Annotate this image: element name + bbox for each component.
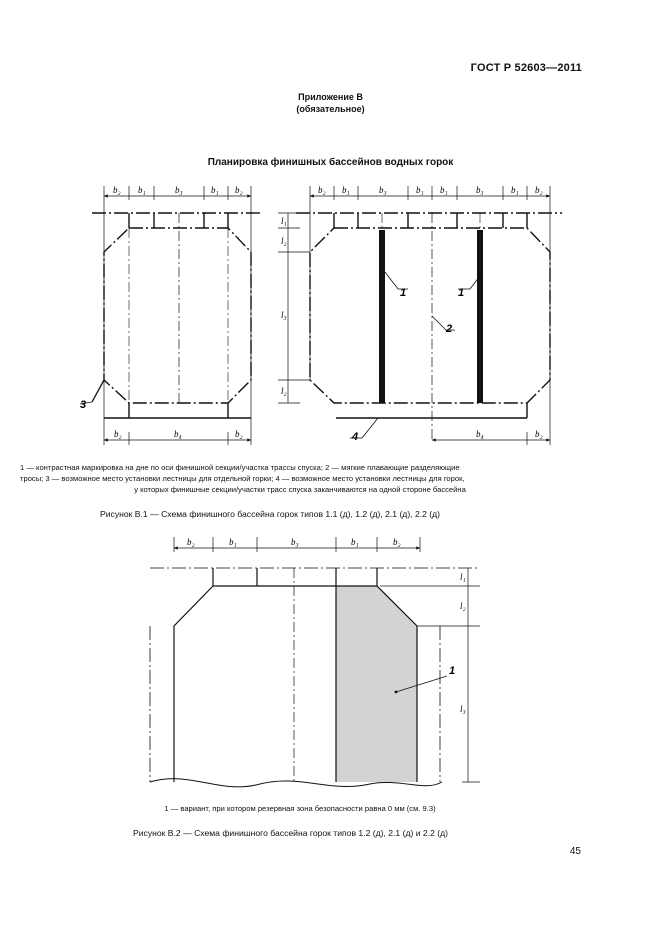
- figure2-legend: 1 — вариант, при котором резервная зона безопасности равна 0 мм (см. 9.3): [164, 804, 436, 813]
- label-b2: b₂: [113, 185, 121, 195]
- label-b2: b₂: [318, 185, 326, 195]
- fig2-labels: [187, 537, 466, 714]
- fig1-right-pool: [278, 186, 562, 445]
- label-l1: l₁: [460, 572, 466, 582]
- figure2-caption: Рисунок В.2 — Схема финишного бассейна горок типов 1.2 (д), 2.1 (д) и 2.2 (д): [133, 828, 448, 838]
- annex-title: Приложение В: [298, 92, 363, 102]
- label-b3: b₃: [379, 185, 387, 195]
- label-b2: b₂: [235, 185, 243, 195]
- callout-1: 1: [458, 287, 465, 299]
- standard-designation: ГОСТ Р 52603—2011: [470, 62, 582, 74]
- legend-line: у которых финишные секции/участки трасс спуска заканчиваются на одной стороне бассейна: [134, 485, 466, 494]
- legend-line: тросы; 3 — возможное место установки лестницы для отдельной горки; 4 — возможное место установки лестницы для горок,: [20, 474, 465, 483]
- label-b1: b₁: [351, 537, 359, 547]
- figure1-legend: [20, 462, 580, 495]
- label-b1: b₁: [440, 185, 448, 195]
- legend-line: 1 — контрастная маркировка на дне по оси финишной секции/участка трассы спуска; 2 — мягкие плавающие разделяющие: [20, 463, 460, 472]
- marking-stripe: [477, 230, 483, 403]
- label-b1: b₁: [138, 185, 146, 195]
- callout-2: 2: [446, 323, 453, 335]
- label-b2: b₂: [114, 429, 122, 439]
- label-l3: l₃: [281, 310, 287, 320]
- label-l2: l₂: [281, 386, 287, 396]
- label-b1: b₁: [229, 537, 237, 547]
- label-b1: b₁: [211, 185, 219, 195]
- label-b2: b₂: [393, 537, 401, 547]
- label-b1: b₁: [416, 185, 424, 195]
- callout-4: 4: [352, 431, 359, 443]
- callout-3: 3: [80, 399, 87, 411]
- callout-1: 1: [400, 287, 407, 299]
- label-b2: b₂: [535, 429, 543, 439]
- label-l2: l₂: [460, 601, 466, 611]
- label-b1: b₁: [342, 185, 350, 195]
- section-title: Планировка финишных бассейнов водных горок: [207, 157, 454, 168]
- marking-stripe: [379, 230, 385, 403]
- label-b4: b₄: [174, 429, 182, 439]
- figure1-caption: Рисунок В.1 — Схема финишного бассейна горок типов 1.1 (д), 1.2 (д), 2.1 (д), 2.2 (д): [100, 509, 441, 519]
- label-b1: b₁: [511, 185, 519, 195]
- label-b4: b₄: [476, 429, 484, 439]
- page-number: 45: [569, 846, 581, 857]
- label-b2: b₂: [187, 537, 195, 547]
- label-l1: l₁: [281, 216, 287, 226]
- label-l3: l₃: [460, 704, 466, 714]
- shaded-zone: [336, 586, 417, 782]
- label-b3: b₃: [291, 537, 299, 547]
- label-l2: l₂: [281, 236, 287, 246]
- label-b2: b₂: [235, 429, 243, 439]
- label-b2: b₂: [535, 185, 543, 195]
- label-b3: b₃: [476, 185, 484, 195]
- callout-1: 1: [449, 665, 456, 677]
- label-b3: b₃: [175, 185, 183, 195]
- annex-status: (обязательное): [296, 104, 365, 114]
- fig1-left-pool: [80, 186, 262, 445]
- fig2-pool: [150, 537, 480, 787]
